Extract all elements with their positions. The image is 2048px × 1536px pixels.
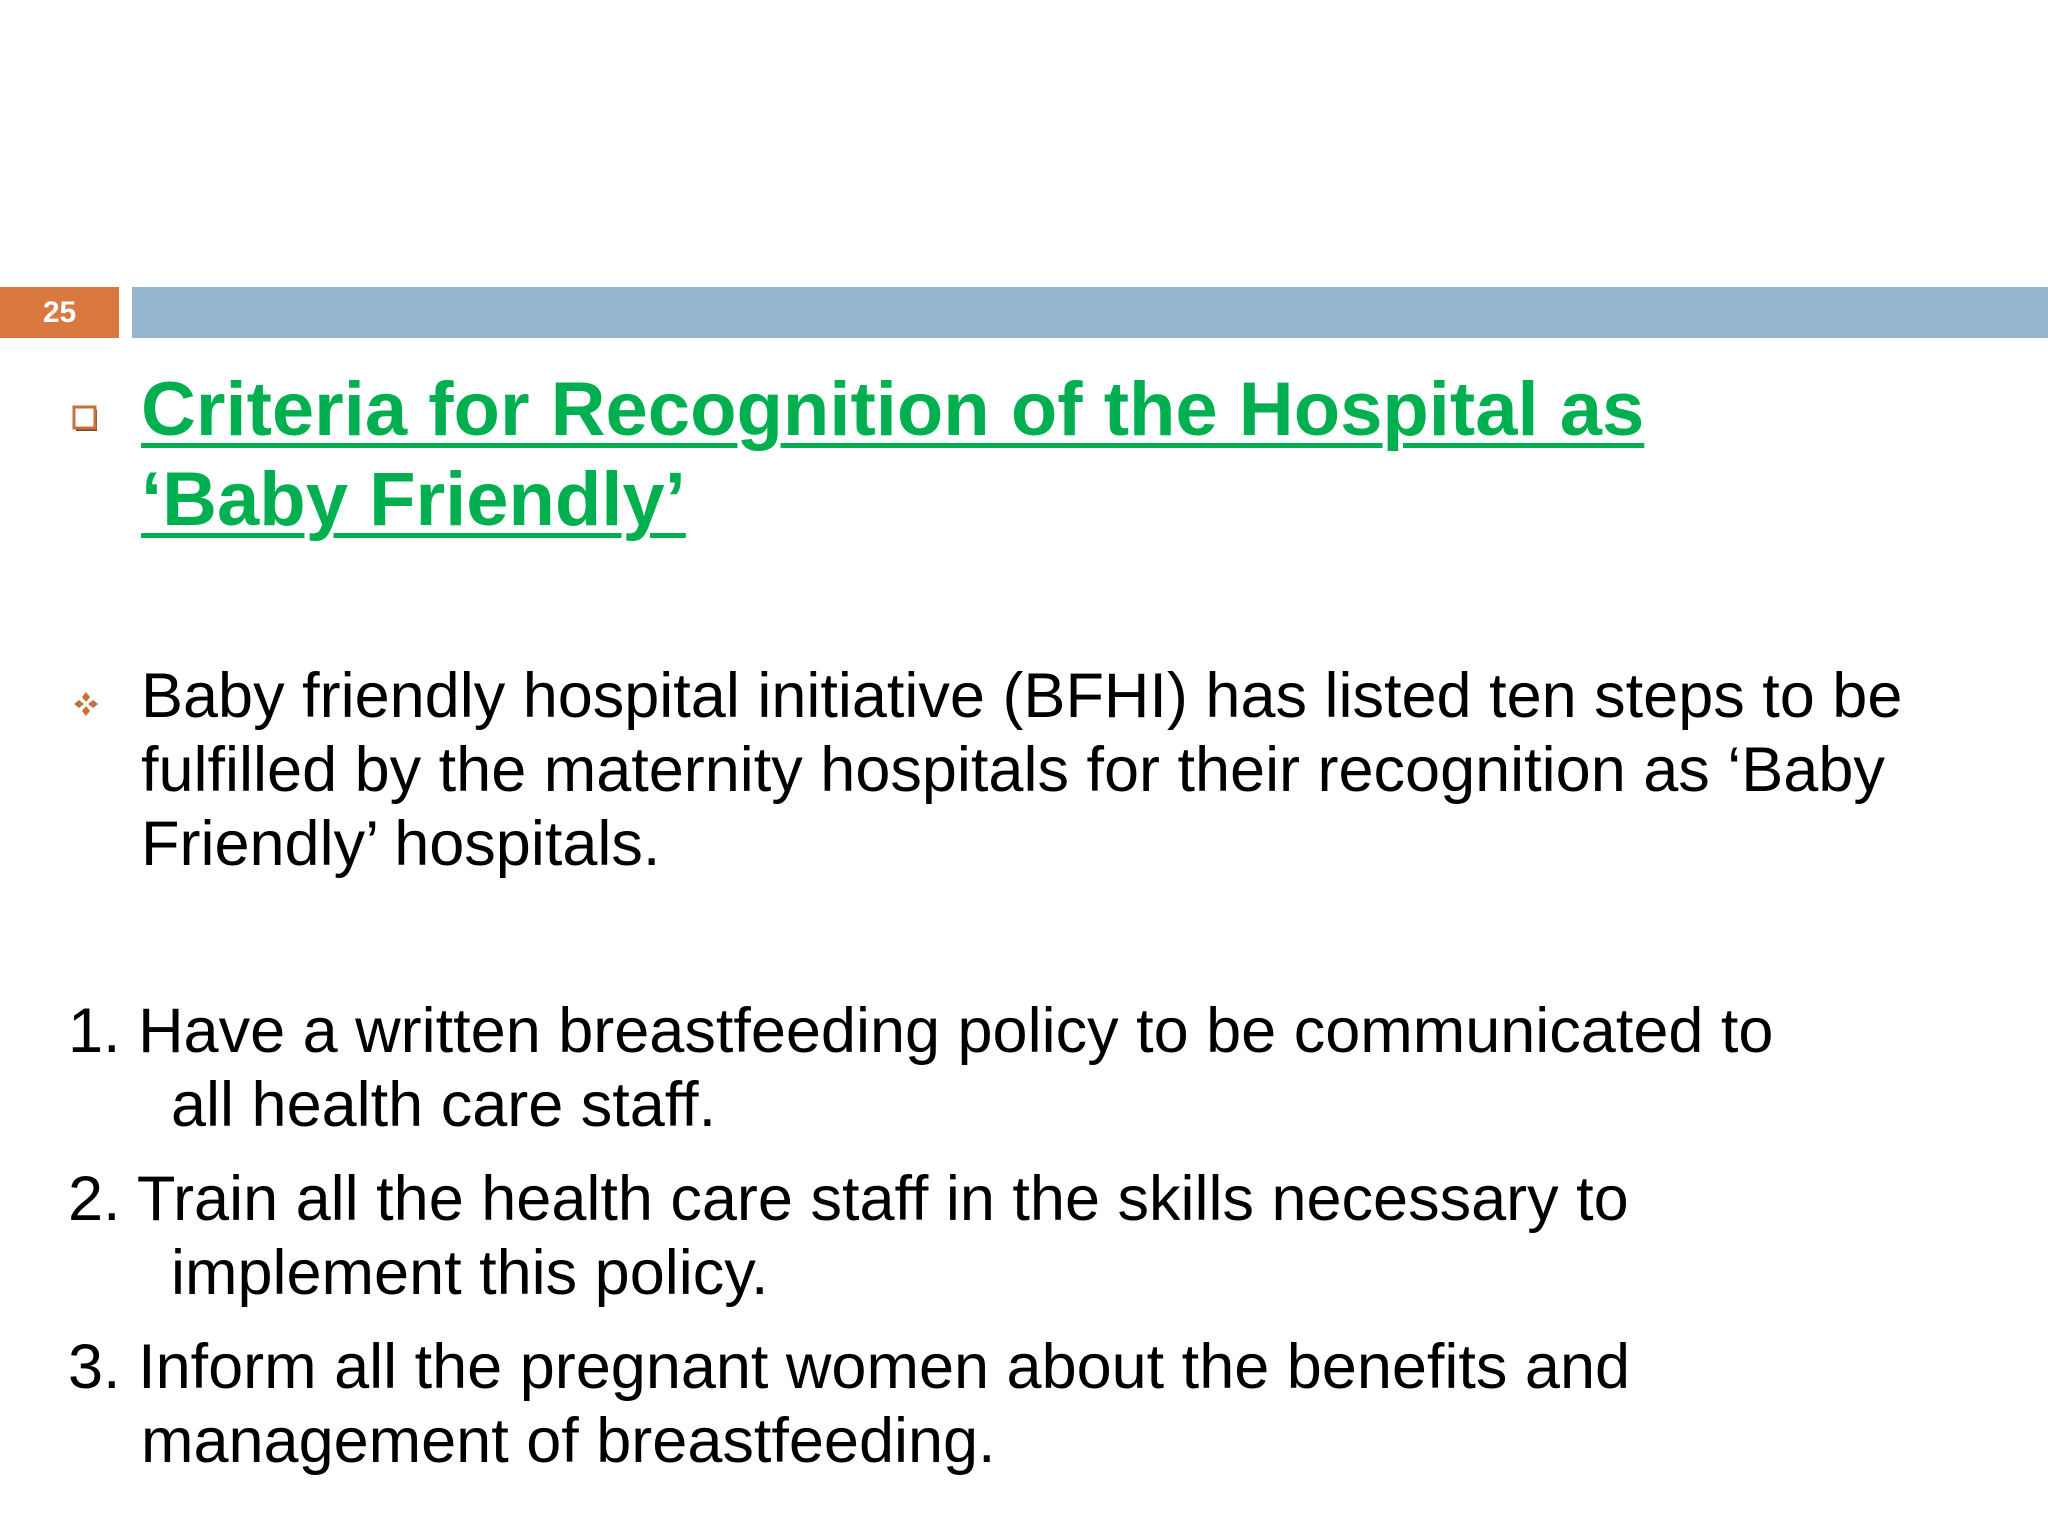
four-diamond-bullet-icon <box>72 690 100 718</box>
step-text-line-2: management of breastfeeding. <box>141 1406 996 1476</box>
step-text-line-2: all health care staff. <box>171 1070 717 1140</box>
header-bar <box>132 287 2048 338</box>
step-number: 2. <box>68 1164 121 1234</box>
step-item-1 <box>68 994 1968 1142</box>
step-text-line-1: Have a written breastfeeding policy to be communicated to <box>138 996 1774 1066</box>
step-number: 3. <box>68 1332 121 1402</box>
title-line-1: Criteria for Recognition of the Hospital as <box>141 367 1645 452</box>
step-item-3 <box>68 1330 1968 1478</box>
step-text-line-1: Inform all the pregnant women about the benefits and <box>138 1332 1631 1402</box>
step-text-line-2: implement this policy. <box>171 1238 769 1308</box>
intro-paragraph: Baby friendly hospital initiative (BFHI) has listed ten steps to be fulfilled by the maternity hospitals for their recognition as ‘Baby Friendly’ hospitals. <box>141 661 1903 879</box>
step-text-line-1: Train all the health care staff in the skills necessary to <box>136 1164 1629 1234</box>
slide-title <box>141 365 2001 545</box>
step-item-2 <box>68 1162 1968 1310</box>
title-line-2: ‘Baby Friendly’ <box>141 457 686 542</box>
hollow-square-bullet-icon <box>72 404 102 434</box>
slide-number: 25 <box>0 287 119 338</box>
step-number: 1. <box>68 996 121 1066</box>
